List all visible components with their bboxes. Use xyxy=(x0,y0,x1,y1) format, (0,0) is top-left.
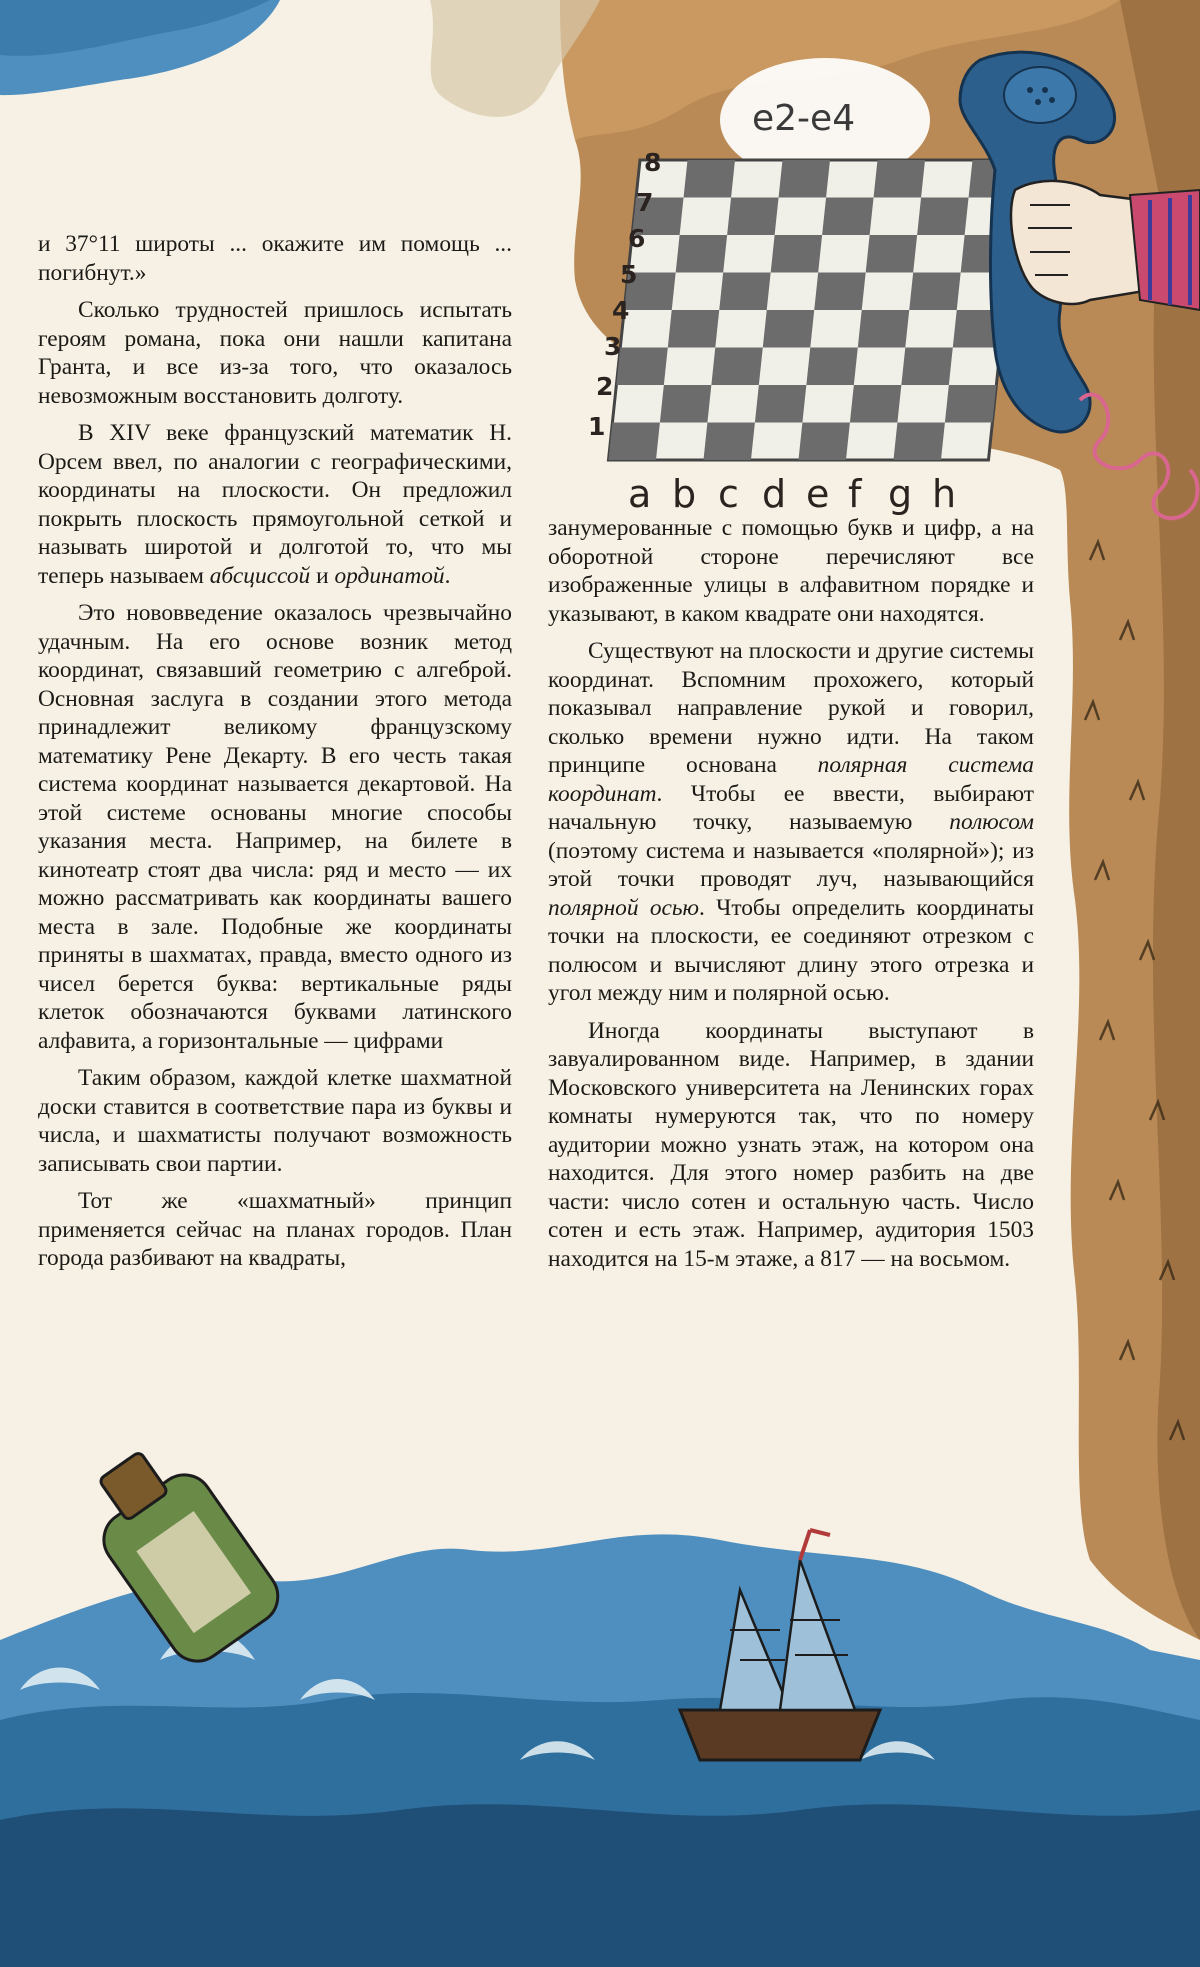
sea-front-waves xyxy=(0,1804,1200,1967)
paragraph: В XIV веке французский математик Н. Орсем ввел, по аналогии с географическими, координаты на плоскости. Он предложил покрыть плоскость прямоугольной сеткой и называть широтой и долготой то, что мы теперь называем абсциссой и ординатой. xyxy=(38,420,512,589)
italic-term: полярной осью xyxy=(548,894,700,921)
file-label-h: h xyxy=(932,472,957,516)
right-text-column xyxy=(548,514,1034,1273)
paragraph: Таким образом, каждой клетке шахматной доски ставится в соответствие пара из буквы и числа, и шахматисты получают возможность записывать свои партии. xyxy=(38,1065,512,1177)
chess-square-dark xyxy=(668,310,719,348)
rank-label-2: 2 xyxy=(596,372,614,401)
chess-square-dark xyxy=(822,198,873,236)
file-label-d: d xyxy=(762,472,787,516)
chess-square-dark xyxy=(850,385,901,423)
chessboard xyxy=(608,160,1020,460)
italic-term: ординатой xyxy=(334,562,445,589)
paragraph: и 37°11 широты ... окажите им помощь ... погибнут.» xyxy=(38,231,512,286)
file-label-e: e xyxy=(806,472,830,516)
paragraph: Это нововведение оказалось чрезвычайно удачным. На его основе возник метод координат, связавший геометрию с алгеброй. Основная заслуга в создании этого метода принадлежит великому французскому математику Рене Декарту. В его честь такая система координат называется декартовой. На этой системе основаны многие способы указания места. Например, на билете в кинотеатр стоят два числа: ряд и место — их можно рассматривать как координаты вашего места в зале. Подобные же координаты приняты в шахматах, правда, вместо одного из чисел берется буква: вертикальные ряды клеток обозначаются буквами латинского алфавита, а горизонтальные — цифрами xyxy=(38,600,512,1054)
file-label-a: a xyxy=(628,472,652,516)
hand xyxy=(1011,181,1200,310)
file-label-f: f xyxy=(848,472,862,516)
chess-square-dark xyxy=(755,385,806,423)
italic-term: полярная система координат xyxy=(548,752,1034,807)
rank-label-7: 7 xyxy=(636,188,654,217)
chess-square-dark xyxy=(711,348,762,386)
chess-square-dark xyxy=(866,235,917,273)
rank-label-3: 3 xyxy=(604,332,622,361)
chess-move-label: e2-e4 xyxy=(752,98,856,139)
rank-label-4: 4 xyxy=(612,296,630,325)
paragraph: занумерованные с помощью букв и цифр, а на оборотной стороне перечисляют все изображенные улицы в алфавитном порядке и указывают, в каком квадрате они находятся. xyxy=(548,515,1034,627)
chess-square-dark xyxy=(901,348,952,386)
chess-square-dark xyxy=(874,160,925,198)
italic-term: полюсом xyxy=(949,809,1034,835)
chess-square-dark xyxy=(806,348,857,386)
chess-square-dark xyxy=(676,235,727,273)
file-label-b: b xyxy=(672,472,697,516)
chess-square-dark xyxy=(893,423,944,461)
chess-square-dark xyxy=(703,423,754,461)
paragraph: Тот же «шахматный» принцип применяется сейчас на планах городов. План города разбивают на квадраты, xyxy=(38,1188,512,1271)
rank-label-1: 1 xyxy=(588,412,606,441)
chess-square-dark xyxy=(763,310,814,348)
chess-square-dark xyxy=(660,385,711,423)
chess-square-dark xyxy=(945,385,996,423)
paragraph: Существуют на плоскости и другие системы координат. Вспомним прохожего, который показывал направление рукой и говорил, сколько времени нужно идти. На таком принципе основана полярная система координат. Чтобы ее ввести, выбирают начальную точку, называемую полюсом (поэтому система и называется «полярной»); из этой точки проводят луч, называющийся полярной осью. Чтобы определить координаты точки на плоскости, ее соединяют отрезком с полюсом и вычисляют длину этого отрезка и угол между ним и полярной осью. xyxy=(548,638,1034,1006)
rank-label-8: 8 xyxy=(644,148,662,177)
chess-square-dark xyxy=(917,198,968,236)
chess-square-dark xyxy=(771,235,822,273)
chess-square-dark xyxy=(719,273,770,311)
chess-square-dark xyxy=(814,273,865,311)
rank-label-6: 6 xyxy=(628,224,646,253)
chess-square-dark xyxy=(608,423,659,461)
paragraph: Сколько трудностей пришлось испытать героям романа, пока они нашли капитана Гранта, и все из-за того, что оказалось невозможным восстановить долготу. xyxy=(38,297,512,409)
chess-square-dark xyxy=(909,273,960,311)
italic-term: абсциссой xyxy=(209,562,311,589)
paragraph: Иногда координаты выступают в завуалированном виде. Например, в здании Московского университета на Ленинских горах комнаты нумеруются так, что по номеру аудитории можно узнать этаж, на котором она находится. Для этого номер разбить на две части: число сотен и остальную часть. Число сотен и есть этаж. Например, аудитория 1503 находится на 15-м этаже, а 817 — на восьмом. xyxy=(548,1017,1034,1272)
chess-square-dark xyxy=(798,423,849,461)
chess-square-dark xyxy=(858,310,909,348)
left-text-column xyxy=(38,230,512,1273)
chess-square-dark xyxy=(779,160,830,198)
chess-square-dark xyxy=(684,160,735,198)
chess-square-dark xyxy=(727,198,778,236)
file-label-c: c xyxy=(718,472,739,516)
file-label-g: g xyxy=(888,472,913,516)
rank-label-5: 5 xyxy=(620,260,638,289)
chess-square-dark xyxy=(616,348,667,386)
